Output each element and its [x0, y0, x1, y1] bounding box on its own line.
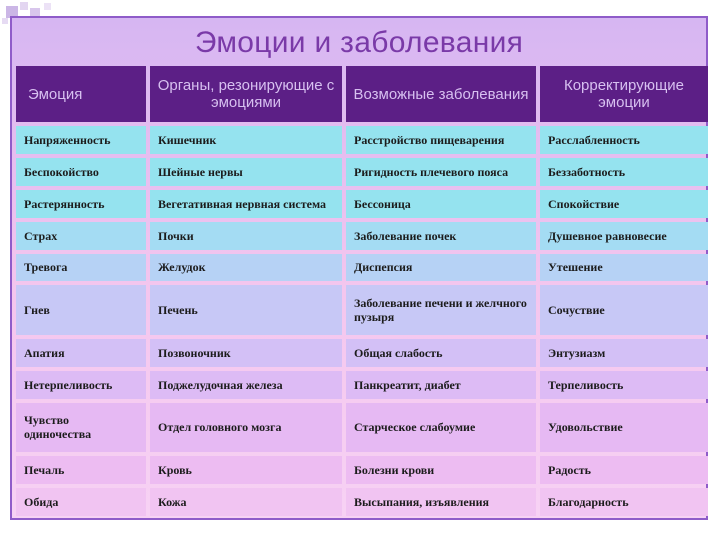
- corrective-emotion-cell: Терпеливость: [540, 371, 708, 399]
- column-header-corrective-emotions: Корректирующие эмоции: [540, 66, 708, 122]
- column-header-emotion: Эмоция: [16, 66, 146, 122]
- disease-cell: Панкреатит, диабет: [346, 371, 536, 399]
- organ-cell: Вегетативная нервная система: [150, 190, 342, 218]
- organ-cell: Желудок: [150, 254, 342, 282]
- corrective-emotion-cell: Радость: [540, 456, 708, 484]
- table-row: [16, 254, 708, 282]
- corrective-emotion-cell: Энтузиазм: [540, 339, 708, 367]
- organ-cell: Отдел головного мозга: [150, 403, 342, 453]
- disease-cell: Высыпания, изъявления: [346, 488, 536, 516]
- table-row: [16, 488, 708, 516]
- table-row: [16, 456, 708, 484]
- emotion-cell: Гнев: [16, 285, 146, 335]
- emotions-table: [12, 62, 712, 520]
- table-row: [16, 126, 708, 154]
- table-row: [16, 190, 708, 218]
- emotion-cell: Нетерпеливость: [16, 371, 146, 399]
- disease-cell: Заболевание почек: [346, 222, 536, 250]
- column-header-organs: Органы, резонирующие с эмоциями: [150, 66, 342, 122]
- emotion-cell: Печаль: [16, 456, 146, 484]
- emotion-cell: Апатия: [16, 339, 146, 367]
- corrective-emotion-cell: Душевное равновесие: [540, 222, 708, 250]
- emotion-cell: Беспокойство: [16, 158, 146, 186]
- emotion-cell: Тревога: [16, 254, 146, 282]
- disease-cell: Болезни крови: [346, 456, 536, 484]
- column-header-diseases: Возможные заболевания: [346, 66, 536, 122]
- disease-cell: Заболевание печени и желчного пузыря: [346, 285, 536, 335]
- corrective-emotion-cell: Сочуствие: [540, 285, 708, 335]
- emotion-cell: Растерянность: [16, 190, 146, 218]
- disease-cell: Расстройство пищеварения: [346, 126, 536, 154]
- table-row: [16, 403, 708, 453]
- corrective-emotion-cell: Расслабленность: [540, 126, 708, 154]
- disease-cell: Ригидность плечевого пояса: [346, 158, 536, 186]
- table-row: [16, 222, 708, 250]
- corrective-emotion-cell: Благодарность: [540, 488, 708, 516]
- corrective-emotion-cell: Спокойствие: [540, 190, 708, 218]
- slide-title: Эмоции и заболевания: [194, 26, 524, 59]
- organ-cell: Кровь: [150, 456, 342, 484]
- disease-cell: Бессоница: [346, 190, 536, 218]
- organ-cell: Печень: [150, 285, 342, 335]
- disease-cell: Старческое слабоумие: [346, 403, 536, 453]
- table-row: [16, 158, 708, 186]
- emotion-cell: Чувство одиночества: [16, 403, 146, 453]
- organ-cell: Поджелудочная железа: [150, 371, 342, 399]
- corrective-emotion-cell: Утешение: [540, 254, 708, 282]
- header-row: [16, 66, 708, 122]
- corrective-emotion-cell: Беззаботность: [540, 158, 708, 186]
- emotion-cell: Обида: [16, 488, 146, 516]
- disease-cell: Диспепсия: [346, 254, 536, 282]
- organ-cell: Кишечник: [150, 126, 342, 154]
- table-row: [16, 285, 708, 335]
- emotion-cell: Напряженность: [16, 126, 146, 154]
- emotion-cell: Страх: [16, 222, 146, 250]
- table-row: [16, 339, 708, 367]
- disease-cell: Общая слабость: [346, 339, 536, 367]
- corrective-emotion-cell: Удовольствие: [540, 403, 708, 453]
- organ-cell: Почки: [150, 222, 342, 250]
- organ-cell: Позвоночник: [150, 339, 342, 367]
- organ-cell: Кожа: [150, 488, 342, 516]
- organ-cell: Шейные нервы: [150, 158, 342, 186]
- table-row: [16, 371, 708, 399]
